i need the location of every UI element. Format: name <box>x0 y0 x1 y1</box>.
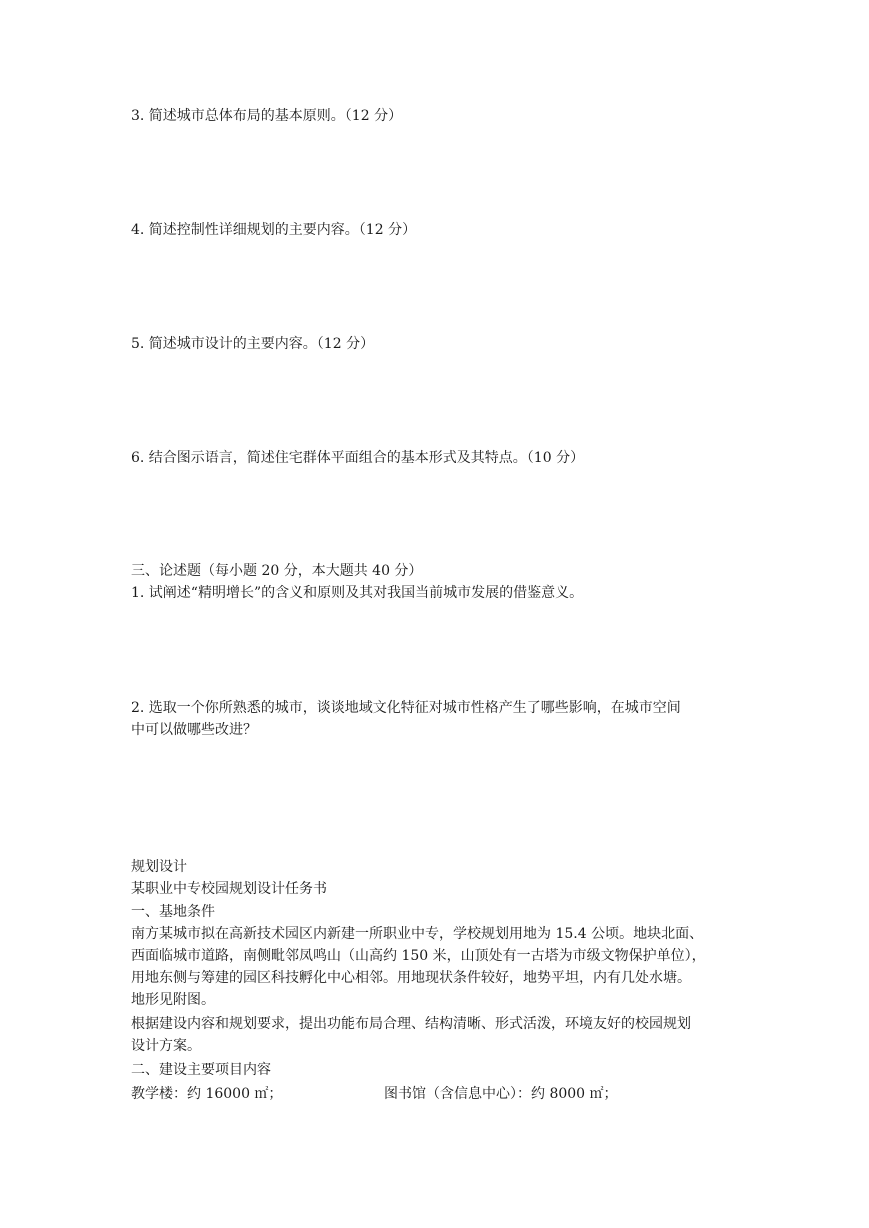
essay-question-2 <box>131 697 743 741</box>
site-line-4: 地形见附图。 <box>131 992 215 1008</box>
question-4: 4. 简述控制性详细规划的主要内容。（12 分） <box>131 222 417 238</box>
question-6: 6. 结合图示语言，简述住宅群体平面组合的基本形式及其特点。（10 分） <box>131 450 585 466</box>
design-section-title: 规划设计 <box>131 859 187 875</box>
site-conditions-heading: 一、基地条件 <box>131 904 215 920</box>
site-conditions-paragraph <box>131 923 743 1011</box>
essay-question-1: 1. 试阐述“精明增长”的含义和原则及其对我国当前城市发展的借鉴意义。 <box>131 585 584 601</box>
essay-question-2-line-1: 2. 选取一个你所熟悉的城市，谈谈地域文化特征对城市性格产生了哪些影响，在城市空间 <box>131 700 681 716</box>
construction-items-heading: 二、建设主要项目内容 <box>131 1062 271 1078</box>
site-line-3: 用地东侧与筹建的园区科技孵化中心相邻。用地现状条件较好，地势平坦，内有几处水塘。 <box>131 970 691 986</box>
requirements-line-2: 设计方案。 <box>131 1038 201 1054</box>
item-library: 图书馆（含信息中心）：约 8000 ㎡； <box>384 1086 618 1102</box>
essay-section-heading: 三、论述题（每小题 20 分，本大题共 40 分） <box>131 563 423 579</box>
requirements-paragraph <box>131 1013 743 1057</box>
requirements-line-1: 根据建设内容和规划要求，提出功能布局合理、结构清晰、形式活泼，环境友好的校园规划 <box>131 1016 691 1032</box>
task-book-title: 某职业中专校园规划设计任务书 <box>131 881 327 897</box>
question-3: 3. 简述城市总体布局的基本原则。（12 分） <box>131 108 403 124</box>
site-line-1: 南方某城市拟在高新技术园区内新建一所职业中专，学校规划用地为 15.4 公顷。地块北面、 <box>131 926 704 942</box>
item-teaching-building: 教学楼：约 16000 ㎡； <box>131 1086 283 1102</box>
essay-question-2-line-2: 中可以做哪些改进？ <box>131 722 257 738</box>
question-5: 5. 简述城市设计的主要内容。（12 分） <box>131 336 375 352</box>
site-line-2: 西面临城市道路，南侧毗邻凤鸣山（山高约 150 米，山顶处有一古塔为市级文物保护单位）， <box>131 948 706 964</box>
